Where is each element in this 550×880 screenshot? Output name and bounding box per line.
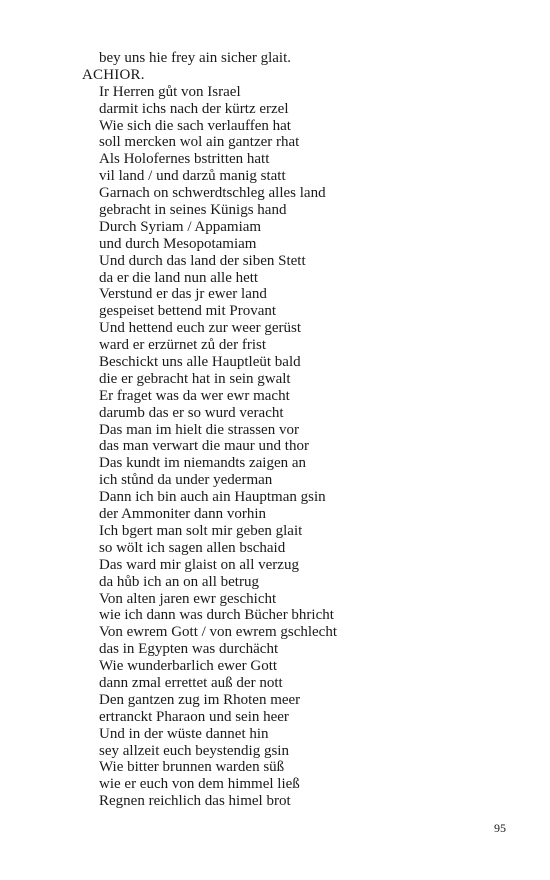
verse-line: das man verwart die maur und thor	[99, 438, 309, 455]
verse-line: der Ammoniter dann vorhin	[99, 506, 267, 523]
verse-line: Ir Herren gůt von Israel	[99, 83, 241, 100]
verse-line: da er die land nun alle hett	[99, 269, 259, 286]
verse-line: ich stůnd da under yederman	[99, 472, 273, 489]
verse-line: so wölt ich sagen allen bschaid	[99, 539, 286, 556]
verse-line: und durch Mesopotamiam	[99, 235, 257, 252]
verse-line: Beschickt uns alle Hauptleüt bald	[99, 354, 301, 371]
speech-verses	[82, 84, 522, 810]
verse-line: Und durch das land der siben Stett	[99, 252, 306, 269]
verse-line: ertranckt Pharaon und sein heer	[99, 708, 289, 725]
verse-line: sey allzeit euch beystendig gsin	[99, 742, 289, 759]
verse-line: das in Egypten was durchächt	[99, 641, 279, 658]
verse-line: da hůb ich an on all betrug	[99, 573, 259, 590]
verse-line: Das ward mir glaist on all verzug	[99, 556, 299, 573]
verse-line: soll mercken wol ain gantzer rhat	[99, 134, 300, 151]
verse-line: darmit ichs nach der kürtz erzel	[99, 100, 289, 117]
verse-line: ward er erzürnet zů der frist	[99, 337, 266, 354]
verse-line: gebracht in seines Künigs hand	[99, 202, 287, 219]
verse-line: Den gantzen zug im Rhoten meer	[99, 691, 301, 708]
verse-line: darumb das er so wurd veracht	[99, 404, 284, 421]
verse-line: Dann ich bin auch ain Hauptman gsin	[99, 489, 326, 506]
verse-line: Durch Syriam / Appamiam	[99, 218, 262, 235]
verse-line: Und in der wüste dannet hin	[99, 725, 269, 742]
verse-line: dann zmal errettet auß der nott	[99, 674, 283, 691]
verse-line: Wie sich die sach verlauffen hat	[99, 117, 291, 134]
verse-line: vil land / und darzů manig statt	[99, 168, 286, 185]
verse-line: wie ich dann was durch Bücher bhricht	[99, 607, 334, 624]
verse-line: Wie bitter brunnen warden süß	[99, 759, 285, 776]
verse-line: Ich bgert man solt mir geben glait	[99, 522, 303, 539]
verse-line: bey uns hie frey ain sicher glait.	[99, 50, 292, 66]
speaker-name: ACHIOR.	[82, 66, 145, 83]
verse-line: Garnach on schwerdtschleg alles land	[99, 185, 326, 202]
verse-line: Wie wunderbarlich ewer Gott	[99, 658, 278, 675]
verse-line: Verstund er das jr ewer land	[99, 286, 267, 303]
verse-text-block	[82, 50, 522, 810]
verse-line: Von ewrem Gott / von ewrem gschlecht	[99, 624, 338, 641]
verse-line: gespeiset bettend mit Provant	[99, 303, 277, 320]
verse-line: Er fraget was da wer ewr macht	[99, 387, 290, 404]
verse-line: wie er euch von dem himmel ließ	[99, 776, 300, 793]
verse-line: Regnen reichlich das himel brot	[99, 793, 291, 810]
verse-line: die er gebracht hat in sein gwalt	[99, 370, 291, 387]
verse-line: Das man im hielt die strassen vor	[99, 421, 299, 438]
verse-line: Und hettend euch zur weer gerüst	[99, 320, 302, 337]
verse-line: Von alten jaren ewr geschicht	[99, 590, 277, 607]
page-number: 95	[494, 821, 506, 835]
verse-line: Als Holofernes bstritten hatt	[99, 151, 270, 168]
verse-line: Das kundt im niemandts zaigen an	[99, 455, 307, 472]
